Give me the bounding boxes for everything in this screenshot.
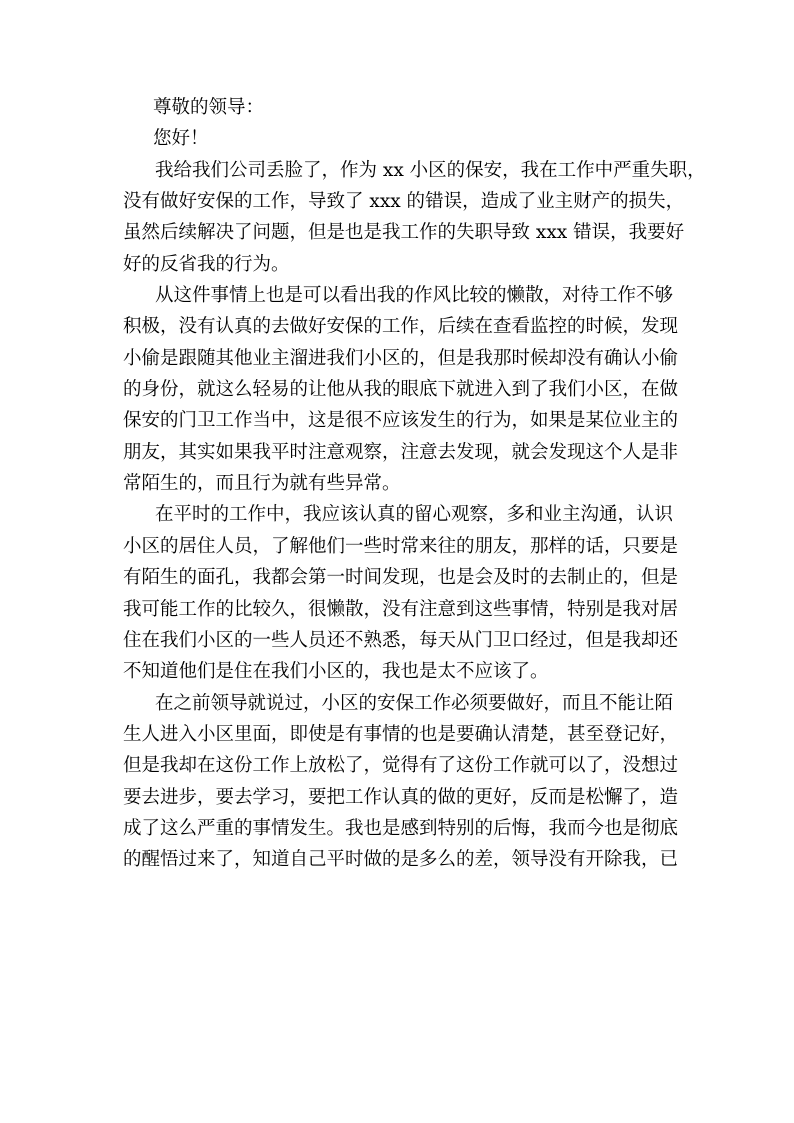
paragraph-line: 要去进步，要去学习，要把工作认真的做的更好，反而是松懈了，造 — [123, 786, 679, 808]
paragraph-line: 我给我们公司丢脸了，作为 xx 小区的保安，我在工作中严重失职， — [155, 159, 706, 181]
paragraph-1 — [123, 155, 706, 280]
paragraph-line: 但是我却在这份工作上放松了，觉得有了这份工作就可以了，没想过 — [123, 755, 679, 777]
paragraph-line: 生人进入小区里面，即使是有事情的也是要确认清楚，甚至登记好， — [123, 723, 679, 745]
letter-page — [123, 92, 706, 876]
paragraph-line: 虽然后续解决了问题，但是也是我工作的失职导致 xxx 错误，我要好 — [123, 222, 685, 244]
paragraph-line: 从这件事情上也是可以看出我的作风比较的懒散，对待工作不够 — [155, 285, 674, 307]
paragraph-line: 住在我们小区的一些人员还不熟悉，每天从门卫口经过，但是我却还 — [123, 629, 679, 651]
greeting: 您好！ — [153, 128, 209, 150]
paragraph-2 — [123, 280, 683, 499]
paragraph-line: 常陌生的，而且行为就有些异常。 — [123, 473, 401, 495]
paragraph-line: 成了这么严重的事情发生。我也是感到特别的后悔，我而今也是彻底 — [123, 817, 679, 839]
paragraph-line: 在之前领导就说过，小区的安保工作必须要做好，而且不能让陌 — [155, 692, 674, 714]
paragraph-4 — [123, 688, 683, 876]
paragraph-line: 有陌生的面孔，我都会第一时间发现，也是会及时的去制止的，但是 — [123, 567, 679, 589]
paragraph-line: 小偷是跟随其他业主溜进我们小区的，但是我那时候却没有确认小偷 — [123, 347, 679, 369]
paragraph-line: 的醒悟过来了，知道自己平时做的是多么的差，领导没有开除我，已 — [123, 849, 679, 871]
paragraph-line: 没有做好安保的工作，导致了 xxx 的错误，造成了业主财产的损失， — [123, 191, 685, 213]
paragraph-line: 小区的居住人员，了解他们一些时常来往的朋友，那样的话，只要是 — [123, 535, 679, 557]
paragraph-line: 好的反省我的行为。 — [123, 253, 290, 275]
paragraph-line: 的身份，就这么轻易的让他从我的眼底下就进入到了我们小区，在做 — [123, 379, 679, 401]
paragraph-line: 我可能工作的比较久，很懒散，没有注意到这些事情，特别是我对居 — [123, 598, 679, 620]
paragraph-line: 积极，没有认真的去做好安保的工作，后续在查看监控的时候，发现 — [123, 316, 679, 338]
paragraph-3 — [123, 499, 683, 687]
paragraph-line: 朋友，其实如果我平时注意观察，注意去发现，就会发现这个人是非 — [123, 441, 679, 463]
paragraph-line: 不知道他们是住在我们小区的，我也是太不应该了。 — [123, 661, 549, 683]
salutation: 尊敬的领导： — [153, 97, 265, 118]
paragraph-line: 在平时的工作中，我应该认真的留心观察，多和业主沟通，认识 — [155, 504, 674, 526]
paragraph-line: 保安的门卫工作当中，这是很不应该发生的行为，如果是某位业主的 — [123, 410, 679, 432]
